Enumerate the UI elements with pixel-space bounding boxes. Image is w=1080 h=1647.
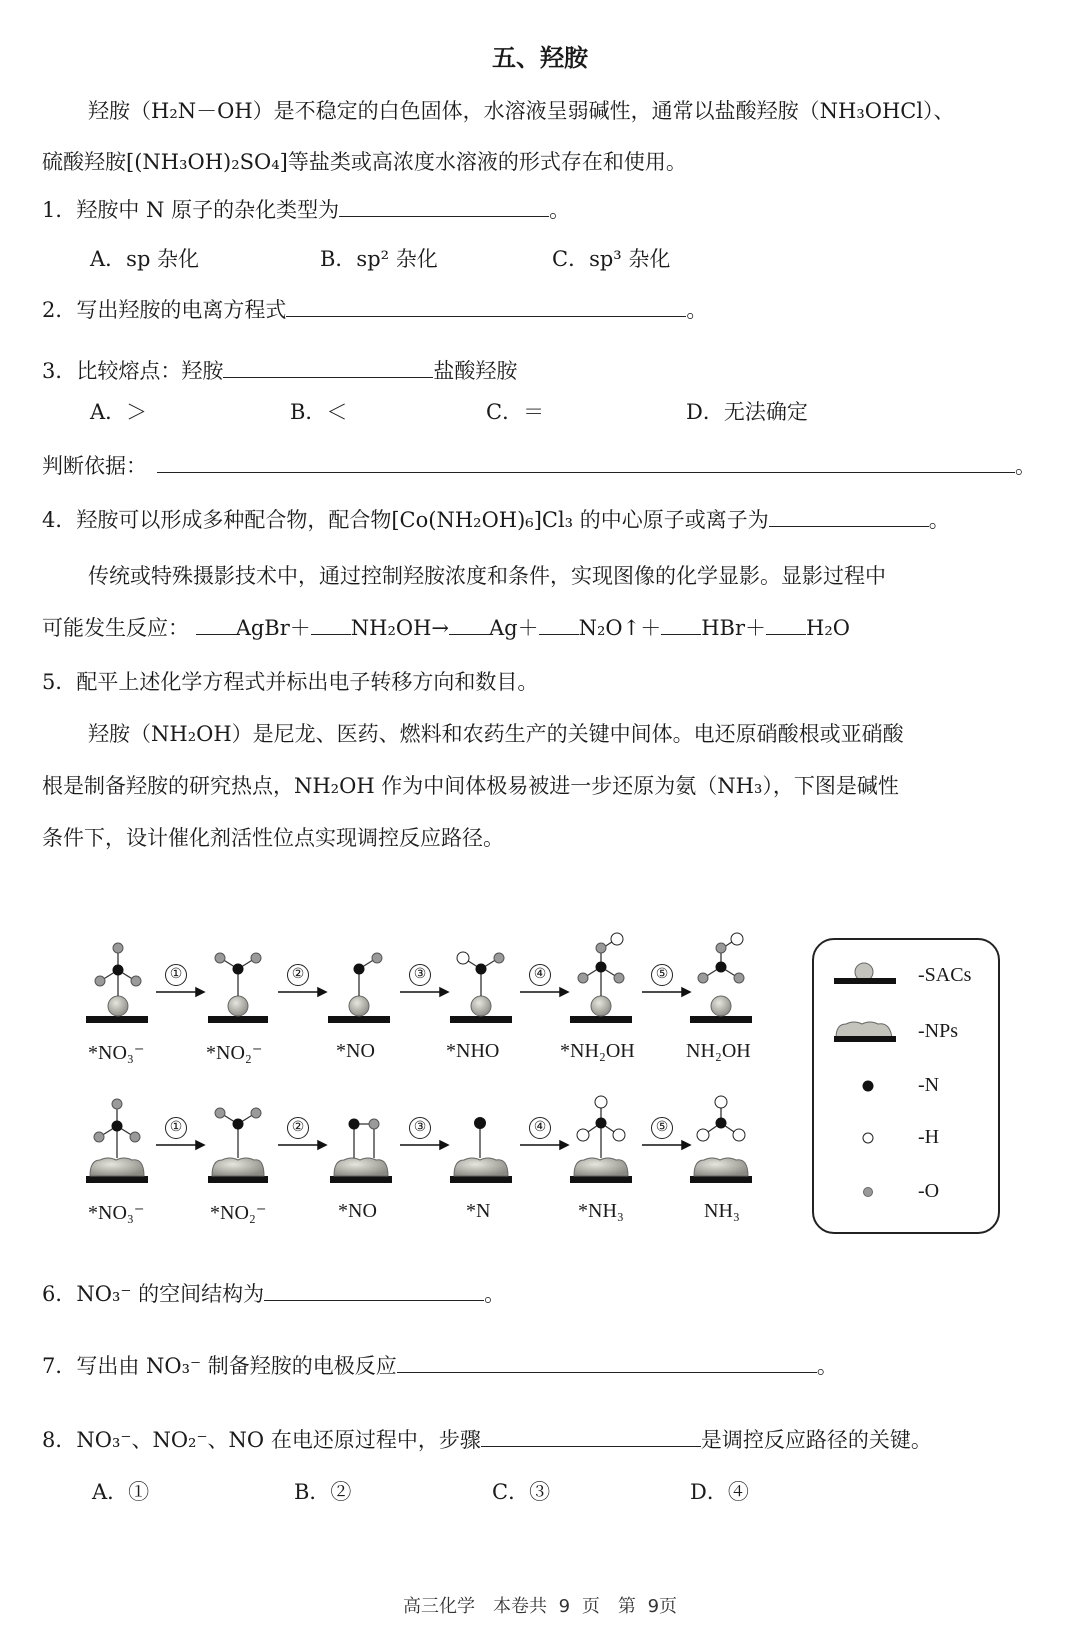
step-1-label: ① (165, 1117, 187, 1139)
step-2-label: ② (287, 964, 309, 986)
step-5-label: ⑤ (651, 1117, 673, 1139)
legend-sacs: -SACs (814, 958, 998, 998)
q8-option-c[interactable]: C．③ (492, 1480, 551, 1504)
page-footer: 高三化学 本卷共 9 页 第 9页 (402, 1596, 678, 1617)
oxygen-atom-icon (858, 1182, 878, 1202)
q8-option-d[interactable]: D．④ (690, 1480, 749, 1504)
question-4: 4．羟胺可以形成多种配合物，配合物[Co(NH₂OH)₆]Cl₃ 的中心原子或离子为 。 (42, 508, 950, 532)
diagram-legend (812, 938, 1000, 1234)
question-3-basis: 判断依据： 。 (42, 454, 1036, 478)
question-6: 6．NO₃⁻ 的空间结构为 。 (42, 1282, 506, 1306)
legend-o: -O (814, 1174, 998, 1214)
q8-option-b[interactable]: B．② (294, 1480, 352, 1504)
question-1: 1．羟胺中 N 原子的杂化类型为 。 (42, 198, 571, 222)
species-label: *NO (336, 1040, 375, 1062)
q1-option-a[interactable]: A．sp 杂化 (90, 247, 200, 271)
species-label: *NH₂OH (560, 1040, 635, 1062)
question-7-answer-blank[interactable] (397, 1352, 817, 1373)
q3-option-a[interactable]: A．＞ (90, 400, 148, 424)
q1-option-c[interactable]: C．sp³ 杂化 (552, 247, 671, 271)
step-3-label: ③ (409, 964, 431, 986)
species-label: NH₃ (704, 1200, 740, 1222)
passage-3-line-2: 根是制备羟胺的研究热点，NH₂OH 作为中间体极易被进一步还原为氨（NH₃），下图是碱性 (42, 774, 899, 798)
legend-h: -H (814, 1120, 998, 1160)
legend-nps: -NPs (814, 1014, 998, 1054)
species-label: *NHO (446, 1040, 500, 1062)
question-7: 7．写出由 NO₃⁻ 制备羟胺的电极反应 。 (42, 1354, 838, 1378)
nitrogen-atom-icon (858, 1076, 878, 1096)
species-label: *NO₃⁻ (88, 1042, 145, 1064)
q3-option-c[interactable]: C．＝ (486, 400, 545, 424)
q1-option-b[interactable]: B．sp² 杂化 (320, 247, 438, 271)
passage-2-line-1: 传统或特殊摄影技术中，通过控制羟胺浓度和条件，实现图像的化学显影。显影过程中 (88, 564, 886, 588)
species-label: *N (466, 1200, 491, 1222)
species-label: NH₂OH (686, 1040, 751, 1062)
question-6-answer-blank[interactable] (264, 1280, 484, 1301)
step-4-label: ④ (529, 964, 551, 986)
question-3: 3．比较熔点：羟胺 盐酸羟胺 (42, 359, 518, 383)
np-icon (830, 1016, 900, 1046)
species-label: *NH₃ (578, 1200, 624, 1222)
section-title: 五、羟胺 (492, 44, 588, 72)
q3-option-d[interactable]: D．无法确定 (686, 400, 808, 424)
reaction-equation: 可能发生反应： AgBr＋ NH₂OH→ Ag＋ N₂O↑＋ HBr＋ H₂O (42, 616, 850, 640)
legend-n: -N (814, 1068, 998, 1108)
question-1-stem: 1．羟胺中 N 原子的杂化类型为 (42, 198, 340, 222)
species-label: *NO₂⁻ (206, 1042, 263, 1064)
species-label: *NO₃⁻ (88, 1202, 145, 1224)
intro-line-2: 硫酸羟胺[(NH₃OH)₂SO₄]等盐类或高浓度水溶液的形式存在和使用。 (42, 150, 687, 174)
sac-icon (830, 960, 900, 990)
step-5-label: ⑤ (651, 964, 673, 986)
hydrogen-atom-icon (858, 1128, 878, 1148)
intro-line-1: 羟胺（H₂N－OH）是不稳定的白色固体，水溶液呈弱碱性，通常以盐酸羟胺（NH₃OHCl）、 (88, 99, 955, 123)
step-1-label: ① (165, 964, 187, 986)
q8-option-a[interactable]: A．① (92, 1480, 150, 1504)
step-3-label: ③ (409, 1117, 431, 1139)
question-5: 5．配平上述化学方程式并标出电子转移方向和数目。 (42, 670, 539, 694)
step-4-label: ④ (529, 1117, 551, 1139)
question-8: 8．NO₃⁻、NO₂⁻、NO 在电还原过程中，步骤 是调控反应路径的关键。 (42, 1428, 932, 1452)
question-8-answer-blank[interactable] (481, 1426, 701, 1447)
species-label: *NO₂⁻ (210, 1202, 267, 1224)
passage-3-line-1: 羟胺（NH₂OH）是尼龙、医药、燃料和农药生产的关键中间体。电还原硝酸根或亚硝酸 (88, 722, 904, 746)
question-2: 2．写出羟胺的电离方程式 。 (42, 298, 708, 322)
passage-3-line-3: 条件下，设计催化剂活性位点实现调控反应路径。 (42, 826, 504, 850)
q3-option-b[interactable]: B．＜ (290, 400, 348, 424)
species-label: *NO (338, 1200, 377, 1222)
step-2-label: ② (287, 1117, 309, 1139)
